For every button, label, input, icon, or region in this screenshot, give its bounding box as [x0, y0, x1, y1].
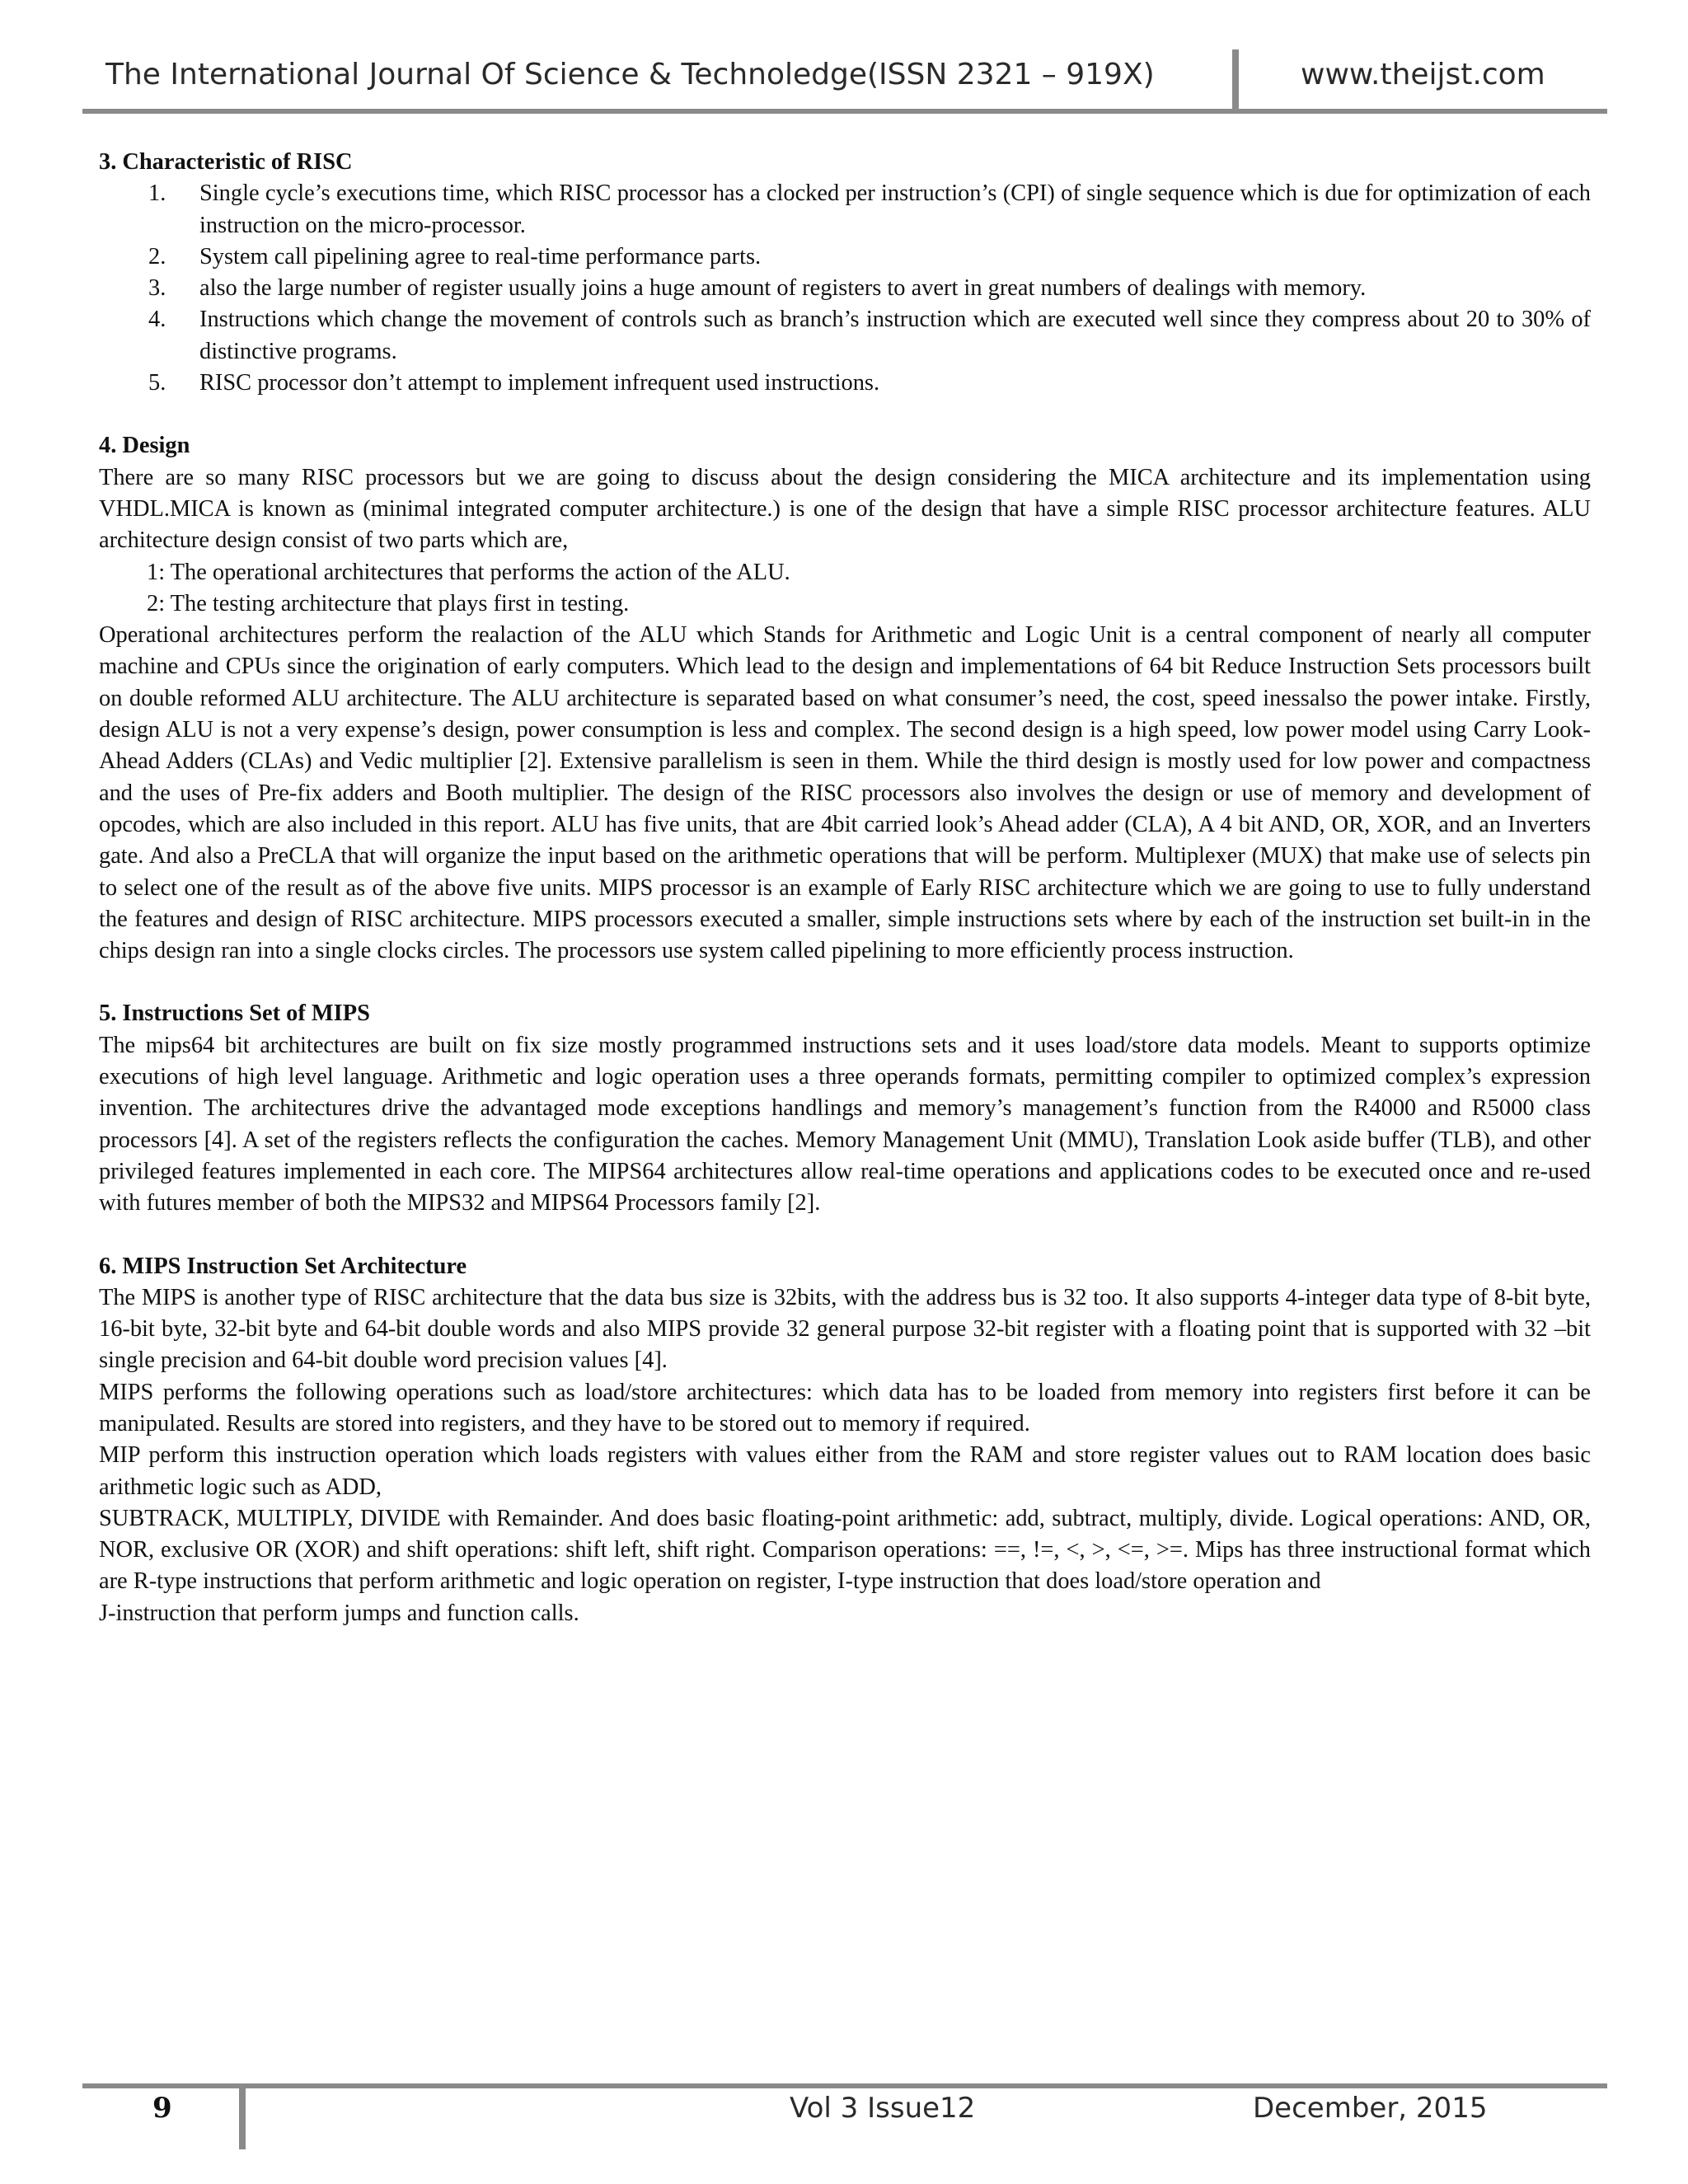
section-isa — [99, 1251, 1591, 1630]
section-title: 3. Characteristic of RISC — [99, 149, 353, 175]
list-number: 4. — [148, 307, 166, 333]
list-number: 3. — [148, 275, 166, 302]
paragraph: SUBTRACK, MULTIPLY, DIVIDE with Remainder. And does basic floating-point arithmetic: add, subtract, multiply, divide. Logical operations: AND, OR, NOR, exclusive OR (XOR) and shift operations: shift left, shift right. Comparison operations: ==, !=, <, >, <=, >=. Mips has three instructional format which are R-type instructions that perform arithmetic and logic operation on register, I-type instruction that does load/store operation and — [99, 1505, 1591, 1595]
journal-title: The International Journal Of Science & Technoledge(ISSN 2321 – 919X) — [106, 58, 1155, 91]
list-number: 2. — [148, 243, 166, 269]
section-design — [99, 430, 1591, 967]
list-number: 5. — [148, 370, 166, 396]
list-item-text: RISC processor don’t attempt to implement infrequent used instructions. — [199, 370, 880, 396]
footer-divider — [239, 2085, 246, 2149]
paragraph: MIPS performs the following operations such as load/store architectures: which data has to be loaded from memory into registers first before it can be manipulated. Results are stored into registers, and they have to be stored out to memory if required. — [99, 1379, 1591, 1436]
paragraph: There are so many RISC processors but we are going to discuss about the design considering the MICA architecture and its implementation using VHDL.MICA is known as (minimal integrated computer architecture.) is one of the design that have a simple RISC processor architecture features. ALU architecture design consist of two parts which are, — [99, 464, 1591, 554]
list-item — [148, 273, 1591, 304]
page-number: 9 — [152, 2092, 172, 2125]
header-rule — [82, 109, 1607, 114]
paragraph: Operational architectures perform the realaction of the ALU which Stands for Arithmetic and Logic Unit is a central component of nearly all computer machine and CPUs since the origination of early computers. Which lead to the design and implementations of 64 bit Reduce Instruction Sets processors built on double reformed ALU architecture. The ALU architecture is separated based on what consumer’s need, the cost, speed inessalso the power intake. Firstly, design ALU is not a very expense’s design, power consumption is less and complex. The second design is a high speed, low power model using Carry Look-Ahead Adders (CLAs) and Vedic multiplier [2]. Extensive parallelism is seen in them. While the third design is mostly used for low power and compactness and the uses of Pre-fix adders and Booth multiplier. The design of the RISC processors also involves the design or use of memory and development of opcodes, which are also included in this report. ALU has five units, that are 4bit carried look’s Ahead adder (CLA), A 4 bit AND, OR, XOR, and an Inverters gate. And also a PreCLA that will organize the input based on the arithmetic operations that will be perform. Multiplexer (MUX) that make use of selects pin to select one of the result as of the above five units. MIPS processor is an example of Early RISC architecture which we are going to use to fully understand the features and design of RISC architecture. MIPS processors executed a smaller, simple instructions sets where by each of the instruction set built-in in the chips design ran into a single clocks circles. The processors use system called pipelining to more efficiently process instruction. — [99, 622, 1591, 964]
section-title: 6. MIPS Instruction Set Architecture — [99, 1253, 467, 1279]
design-part-1: 1: The operational architectures that performs the action of the ALU. — [147, 559, 790, 585]
list-item — [148, 241, 1591, 273]
list-item — [148, 368, 1591, 399]
list-item — [148, 178, 1591, 241]
section-characteristics — [99, 147, 1591, 399]
section-instruction-set — [99, 998, 1591, 1219]
list-item-text: also the large number of register usually joins a huge amount of registers to avert in great numbers of dealings with memory. — [199, 275, 1367, 302]
paragraph: The mips64 bit architectures are built on fix size mostly programmed instructions sets and it uses load/store data models. Meant to supports optimize executions of high level language. Arithmetic and logic operation uses a three operands formats, permitting compiler to optimized complex’s expression invention. The architectures drive the advantaged mode exceptions handlings and memory’s management’s function from the R4000 and R5000 class processors [4]. A set of the registers reflects the configuration the caches. Memory Management Unit (MMU), Translation Look aside buffer (TLB), and other privileged features implemented in each core. The MIPS64 architectures allow real-time operations and applications codes to be executed once and re-used with futures member of both the MIPS32 and MIPS64 Processors family [2]. — [99, 1032, 1591, 1216]
characteristics-list — [99, 178, 1591, 399]
list-item — [148, 304, 1591, 368]
volume-issue: Vol 3 Issue12 — [790, 2092, 976, 2125]
design-part-2: 2: The testing architecture that plays first in testing. — [147, 590, 630, 616]
footer-rule — [82, 2083, 1607, 2088]
paragraph: MIP perform this instruction operation which loads registers with values either from the RAM and store register values out to RAM location does basic arithmetic logic such as ADD, — [99, 1442, 1591, 1500]
list-number: 1. — [148, 180, 166, 207]
list-item-text: System call pipelining agree to real-time performance parts. — [199, 243, 762, 269]
section-title: 4. Design — [99, 433, 190, 459]
article-body — [99, 147, 1591, 1661]
paragraph: J-instruction that perform jumps and function calls. — [99, 1600, 579, 1626]
publication-date: December, 2015 — [1253, 2092, 1488, 2125]
list-item-text: Instructions which change the movement of controls such as branch’s instruction which are executed well since they compress about 20 to 30% of distinctive programs. — [199, 307, 1591, 364]
header-divider — [1232, 49, 1239, 110]
section-title: 5. Instructions Set of MIPS — [99, 1001, 370, 1027]
journal-website: www.theijst.com — [1301, 58, 1545, 91]
paragraph: The MIPS is another type of RISC architecture that the data bus size is 32bits, with the address bus is 32 too. It also supports 4-integer data type of 8-bit byte, 16-bit byte, 32-bit byte and 64-bit double words and also MIPS provide 32 general purpose 32-bit register with a floating point that is supported with 32 –bit single precision and 64-bit double word precision values [4]. — [99, 1284, 1591, 1374]
list-item-text: Single cycle’s executions time, which RISC processor has a clocked per instruction’s (CPI) of single sequence which is due for optimization of each instruction on the micro-processor. — [199, 180, 1591, 238]
